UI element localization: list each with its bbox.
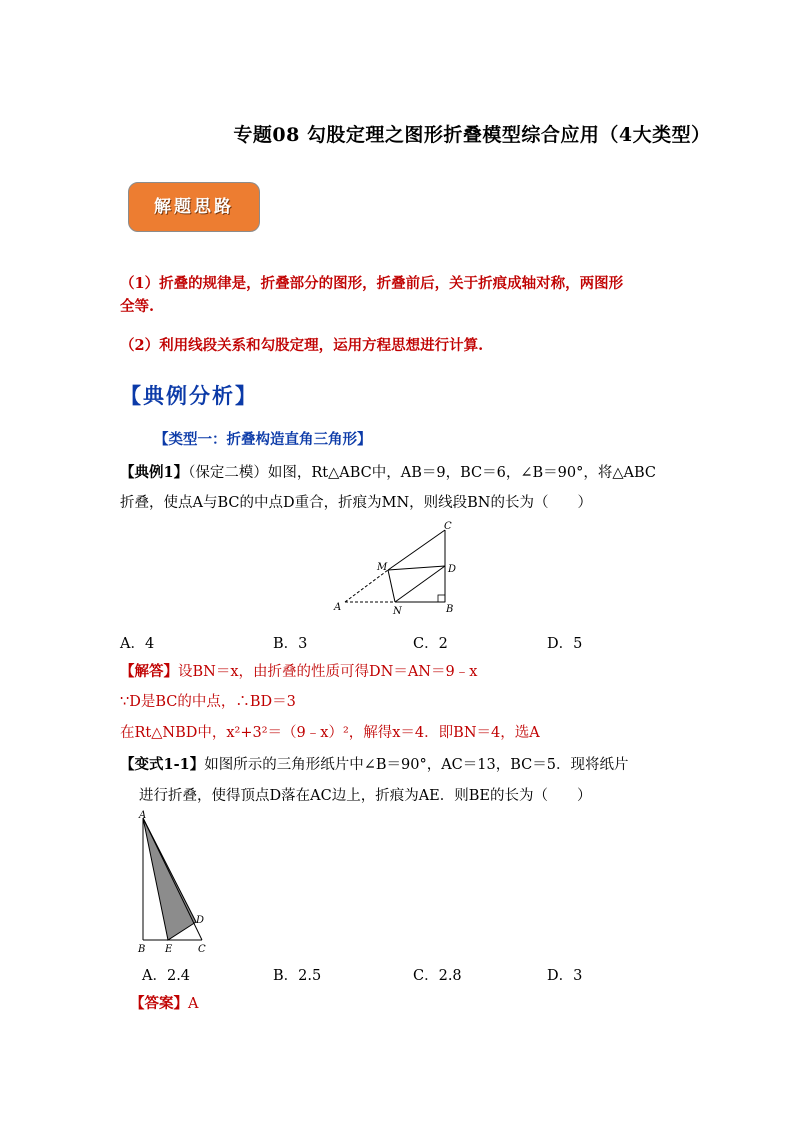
label-a: A (139, 810, 147, 821)
label-c: C (198, 944, 206, 955)
example1-line2: 折叠，使点A与BC的中点D重合，折痕为MN，则线段BN的长为（ ） (120, 495, 592, 511)
solution-line2: ∵D是BC的中点，∴BD＝3 (120, 694, 296, 710)
fold-nd (395, 566, 445, 602)
variant1-line1 (120, 754, 628, 776)
fold-mn (388, 570, 395, 602)
option-b: B．3 (273, 636, 308, 652)
solution-text1: 设BN＝x，由折叠的性质可得DN＝AN＝9﹣x (178, 664, 478, 680)
label-b: B (138, 944, 146, 955)
dashed-am (345, 570, 388, 602)
page-title: 专题08 勾股定理之图形折叠模型综合应用（4大类型） (233, 124, 711, 146)
variant1-options (0, 964, 794, 984)
variant1-figure (130, 810, 220, 960)
option-a: A．2.4 (142, 968, 191, 984)
example1-text1: （保定二模）如图，Rt△ABC中，AB＝9，BC＝6，∠B＝90°，将△ABC (188, 465, 656, 481)
option-c: C．2 (413, 636, 448, 652)
type1-heading: 【类型一：折叠构造直角三角形】 (154, 431, 372, 448)
idea-line-2: （2）利用线段关系和勾股定理，运用方程思想进行计算. (120, 337, 484, 354)
variant1-line2: 进行折叠，使得顶点D落在AC边上，折痕为AE．则BE的长为（ ） (139, 788, 592, 804)
answer-label: 【答案】 (130, 995, 188, 1012)
option-d: D．3 (547, 968, 583, 984)
section-heading: 【典例分析】 (120, 383, 258, 408)
label-a: A (334, 602, 342, 613)
label-e: E (165, 944, 173, 955)
option-a: A．4 (120, 636, 155, 652)
right-angle-mark (438, 595, 445, 602)
idea-line-1-cont: 全等. (120, 298, 155, 315)
option-b: B．2.5 (273, 968, 322, 984)
answer-value: A (188, 996, 199, 1012)
label-d: D (196, 915, 205, 926)
solution-line1 (120, 661, 477, 683)
option-d: D．5 (547, 636, 583, 652)
solution-label: 【解答】 (120, 663, 178, 680)
fold-md (388, 566, 445, 570)
variant1-text1: 如图所示的三角形纸片中∠B＝90°，AC＝13，BC＝5．现将纸片 (204, 757, 629, 773)
side-cm (388, 530, 445, 570)
example1-label: 【典例1】 (120, 464, 189, 481)
label-n: N (393, 606, 402, 615)
variant1-label: 【变式1-1】 (120, 756, 205, 773)
label-c: C (444, 521, 452, 532)
variant1-answer (130, 993, 198, 1015)
solution-line3: 在Rt△NBD中，x²+3²＝（9﹣x）²，解得x＝4．即BN＝4，选A (120, 725, 540, 741)
solution-ideas-badge: 解题思路 (128, 182, 260, 232)
option-c: C．2.8 (413, 968, 462, 984)
folded-triangle (143, 818, 196, 940)
example1-figure (330, 520, 470, 615)
idea-line-1: （1）折叠的规律是，折叠部分的图形，折叠前后，关于折痕成轴对称，两图形 (120, 275, 624, 292)
example1-options (0, 632, 794, 652)
label-d: D (448, 564, 457, 575)
label-b: B (446, 604, 454, 615)
label-m: M (377, 562, 388, 573)
example1-line1 (120, 462, 656, 484)
